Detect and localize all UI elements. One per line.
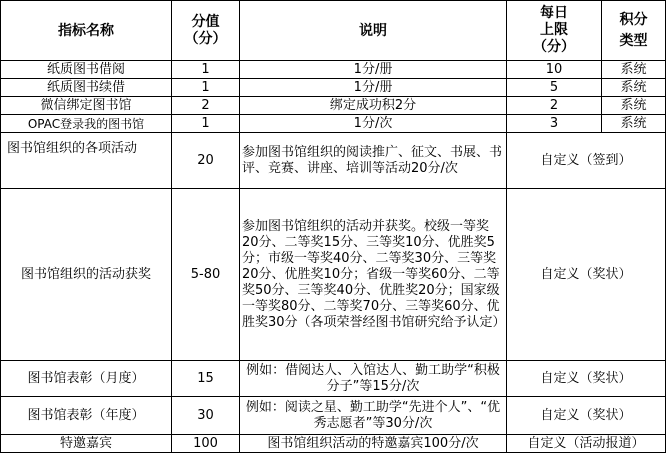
row-description: 参加图书馆组织的活动并获奖。校级一等奖20分、二等奖15分、三等奖10分、优胜奖5分；市级一等奖40分、二等奖30分、三等奖20分、优胜奖10分；省级一等奖60分、二等奖50分、三等奖40分、优胜奖20分；国家级一等奖80分、二等奖70分、三等奖60分、优胜奖30分（各项荣誉经图书馆研究给予认定） bbox=[240, 189, 507, 361]
row-type: 系统 bbox=[602, 79, 666, 97]
row-name: OPAC登录我的图书馆 bbox=[1, 115, 172, 133]
header-description: 说明 bbox=[240, 1, 507, 61]
row-points: 5-80 bbox=[172, 189, 240, 361]
row-points: 1 bbox=[172, 115, 240, 133]
table-row bbox=[1, 397, 666, 435]
row-type: 系统 bbox=[602, 97, 666, 115]
row-daily-limit: 3 bbox=[507, 115, 602, 133]
header-name: 指标名称 bbox=[1, 1, 172, 61]
table-row bbox=[1, 133, 666, 189]
row-daily-limit: 10 bbox=[507, 61, 602, 79]
row-type: 系统 bbox=[602, 61, 666, 79]
row-description: 例如：借阅达人、入馆达人、勤工助学“积极分子”等15分/次 bbox=[240, 361, 507, 397]
header-type: 积分 类型 bbox=[602, 1, 666, 61]
row-name: 特邀嘉宾 bbox=[1, 435, 172, 453]
row-points: 30 bbox=[172, 397, 240, 435]
row-description: 参加图书馆组织的阅读推广、征文、书展、书评、竞赛、讲座、培训等活动20分/次 bbox=[240, 133, 507, 189]
row-type-merged: 自定义（奖状） bbox=[507, 361, 666, 397]
row-type-merged: 自定义（奖状） bbox=[507, 397, 666, 435]
row-type-merged: 自定义（奖状） bbox=[507, 189, 666, 361]
row-points: 1 bbox=[172, 79, 240, 97]
row-description: 绑定成功积2分 bbox=[240, 97, 507, 115]
row-name: 图书馆表彰（月度） bbox=[1, 361, 172, 397]
row-points: 1 bbox=[172, 61, 240, 79]
row-name: 图书馆表彰（年度） bbox=[1, 397, 172, 435]
row-type-merged: 自定义（签到） bbox=[507, 133, 666, 189]
row-points: 100 bbox=[172, 435, 240, 453]
row-daily-limit: 5 bbox=[507, 79, 602, 97]
header-points: 分值 （分） bbox=[172, 1, 240, 61]
row-type-merged: 自定义（活动报道） bbox=[507, 435, 666, 453]
table-row bbox=[1, 79, 666, 97]
row-type: 系统 bbox=[602, 115, 666, 133]
row-description: 1分/次 bbox=[240, 115, 507, 133]
table-row bbox=[1, 435, 666, 453]
row-points: 15 bbox=[172, 361, 240, 397]
row-name: 微信绑定图书馆 bbox=[1, 97, 172, 115]
row-name: 图书馆组织的各项活动 bbox=[1, 133, 172, 189]
table-row bbox=[1, 361, 666, 397]
row-name: 纸质图书续借 bbox=[1, 79, 172, 97]
row-description: 图书馆组织活动的特邀嘉宾100分/次 bbox=[240, 435, 507, 453]
row-points: 20 bbox=[172, 133, 240, 189]
row-points: 2 bbox=[172, 97, 240, 115]
row-description: 1分/册 bbox=[240, 61, 507, 79]
table-row bbox=[1, 61, 666, 79]
row-description: 例如：阅读之星、勤工助学“先进个人”、“优秀志愿者”等30分/次 bbox=[240, 397, 507, 435]
row-name: 图书馆组织的活动获奖 bbox=[1, 189, 172, 361]
table-row bbox=[1, 115, 666, 133]
table-row bbox=[1, 189, 666, 361]
row-daily-limit: 2 bbox=[507, 97, 602, 115]
header-daily-limit: 每日 上限 （分） bbox=[507, 1, 602, 61]
row-name: 纸质图书借阅 bbox=[1, 61, 172, 79]
table-row bbox=[1, 97, 666, 115]
row-description: 1分/册 bbox=[240, 79, 507, 97]
header-row bbox=[1, 1, 666, 61]
